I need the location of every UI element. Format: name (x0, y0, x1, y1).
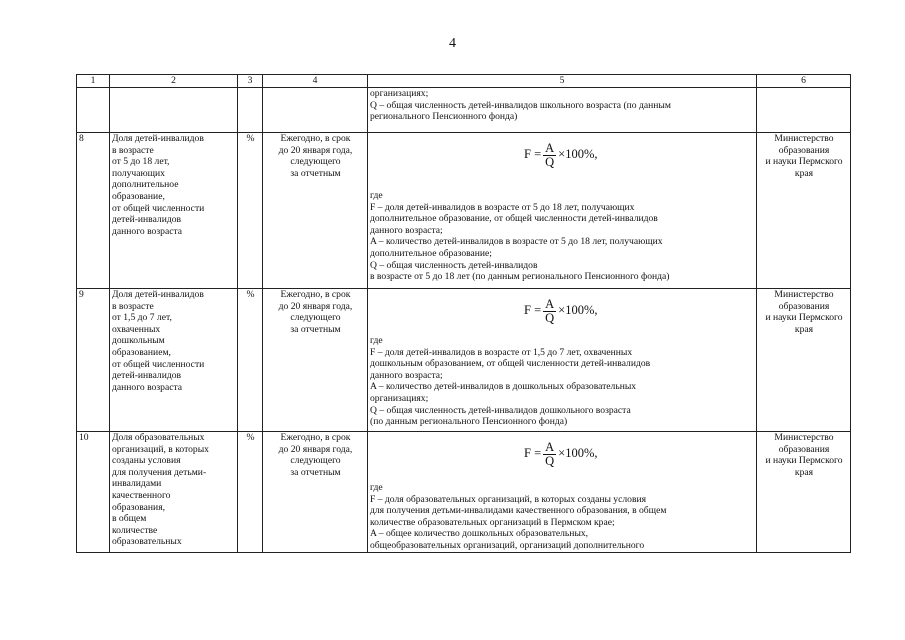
responsible-cell: Министерство образования и науки Пермского края (757, 133, 851, 289)
formula-fraction: $\frac{A}{Q}$ (545, 439, 555, 468)
header-cell: 2 (110, 75, 238, 88)
formula: F = $\frac{A}{Q}$ ×100%, (524, 140, 598, 169)
indicator-name-cell: Доля детей-инвалидов в возрасте от 1,5 до 7 лет, охваченных дошкольным образованием, от общей численности детей-инвалидов данного возраста (110, 289, 238, 432)
row-number: 8 (77, 133, 110, 289)
formula: F = $\frac{A}{Q}$ ×100%, (524, 296, 598, 325)
unit-cell: % (238, 289, 263, 432)
formula-fraction: $\frac{A}{Q}$ (545, 140, 555, 169)
description-cell: F = $\frac{A}{Q}$ ×100%, где F – доля детей-инвалидов в возрасте от 5 до 18 лет, получающих дополнительное образование, от общей численности детей-инвалидов данного возраста; A – количество детей-инвалидов в возрасте от 5 до 18 лет, получающих дополнительное образование; Q – общая численность детей-инвалидов в возрасте от 5 до 18 лет (по данным регионального Пенсионного фонда) (368, 133, 757, 289)
unit-cell: % (238, 432, 263, 553)
description-cell: организациях; Q – общая численность детей-инвалидов школьного возраста (по данным регионального Пенсионного фонда) (368, 88, 757, 133)
responsible-cell: Министерство образования и науки Пермского края (757, 432, 851, 553)
period-cell: Ежегодно, в срок до 20 января года, следующего за отчетным (263, 133, 368, 289)
header-cell: 4 (263, 75, 368, 88)
row-number: 10 (77, 432, 110, 553)
responsible-cell: Министерство образования и науки Пермского края (757, 289, 851, 432)
indicators-table (76, 74, 851, 553)
table-row (77, 432, 851, 553)
table-row (77, 133, 851, 289)
row-number: 9 (77, 289, 110, 432)
period-cell: Ежегодно, в срок до 20 января года, следующего за отчетным (263, 289, 368, 432)
table-row-continuation (77, 88, 851, 133)
table-header-row (77, 75, 851, 88)
unit-cell: % (238, 133, 263, 289)
header-cell: 6 (757, 75, 851, 88)
period-cell: Ежегодно, в срок до 20 января года, следующего за отчетным (263, 432, 368, 553)
header-cell: 3 (238, 75, 263, 88)
header-cell: 1 (77, 75, 110, 88)
table-row (77, 289, 851, 432)
description-cell: F = $\frac{A}{Q}$ ×100%, где F – доля детей-инвалидов в возрасте от 1,5 до 7 лет, охваченных дошкольным образованием, от общей численности детей-инвалидов данного возраста; A – количество детей-инвалидов в дошкольных образовательных организациях; Q – общая численность детей-инвалидов дошкольного возраста (по данным регионального Пенсионного фонда) (368, 289, 757, 432)
header-cell: 5 (368, 75, 757, 88)
formula: F = $\frac{A}{Q}$ ×100%, (524, 439, 598, 468)
formula-fraction: $\frac{A}{Q}$ (545, 296, 555, 325)
description-cell: F = $\frac{A}{Q}$ ×100%, где F – доля образовательных организаций, в которых созданы условия для получения детьми-инвалидами качественного образования, в общем количестве образовательных организаций в Пермском крае; A – общее количество дошкольных образовательных, общеобразовательных организаций, организаций дополнительного (368, 432, 757, 553)
indicator-name-cell: Доля образовательных организаций, в которых созданы условия для получения детьми- инвалидами качественного образования, в общем количестве образовательных (110, 432, 238, 553)
page-number: 4 (449, 36, 456, 51)
indicator-name-cell: Доля детей-инвалидов в возрасте от 5 до 18 лет, получающих дополнительное образование, от общей численности детей-инвалидов данного возраста (110, 133, 238, 289)
